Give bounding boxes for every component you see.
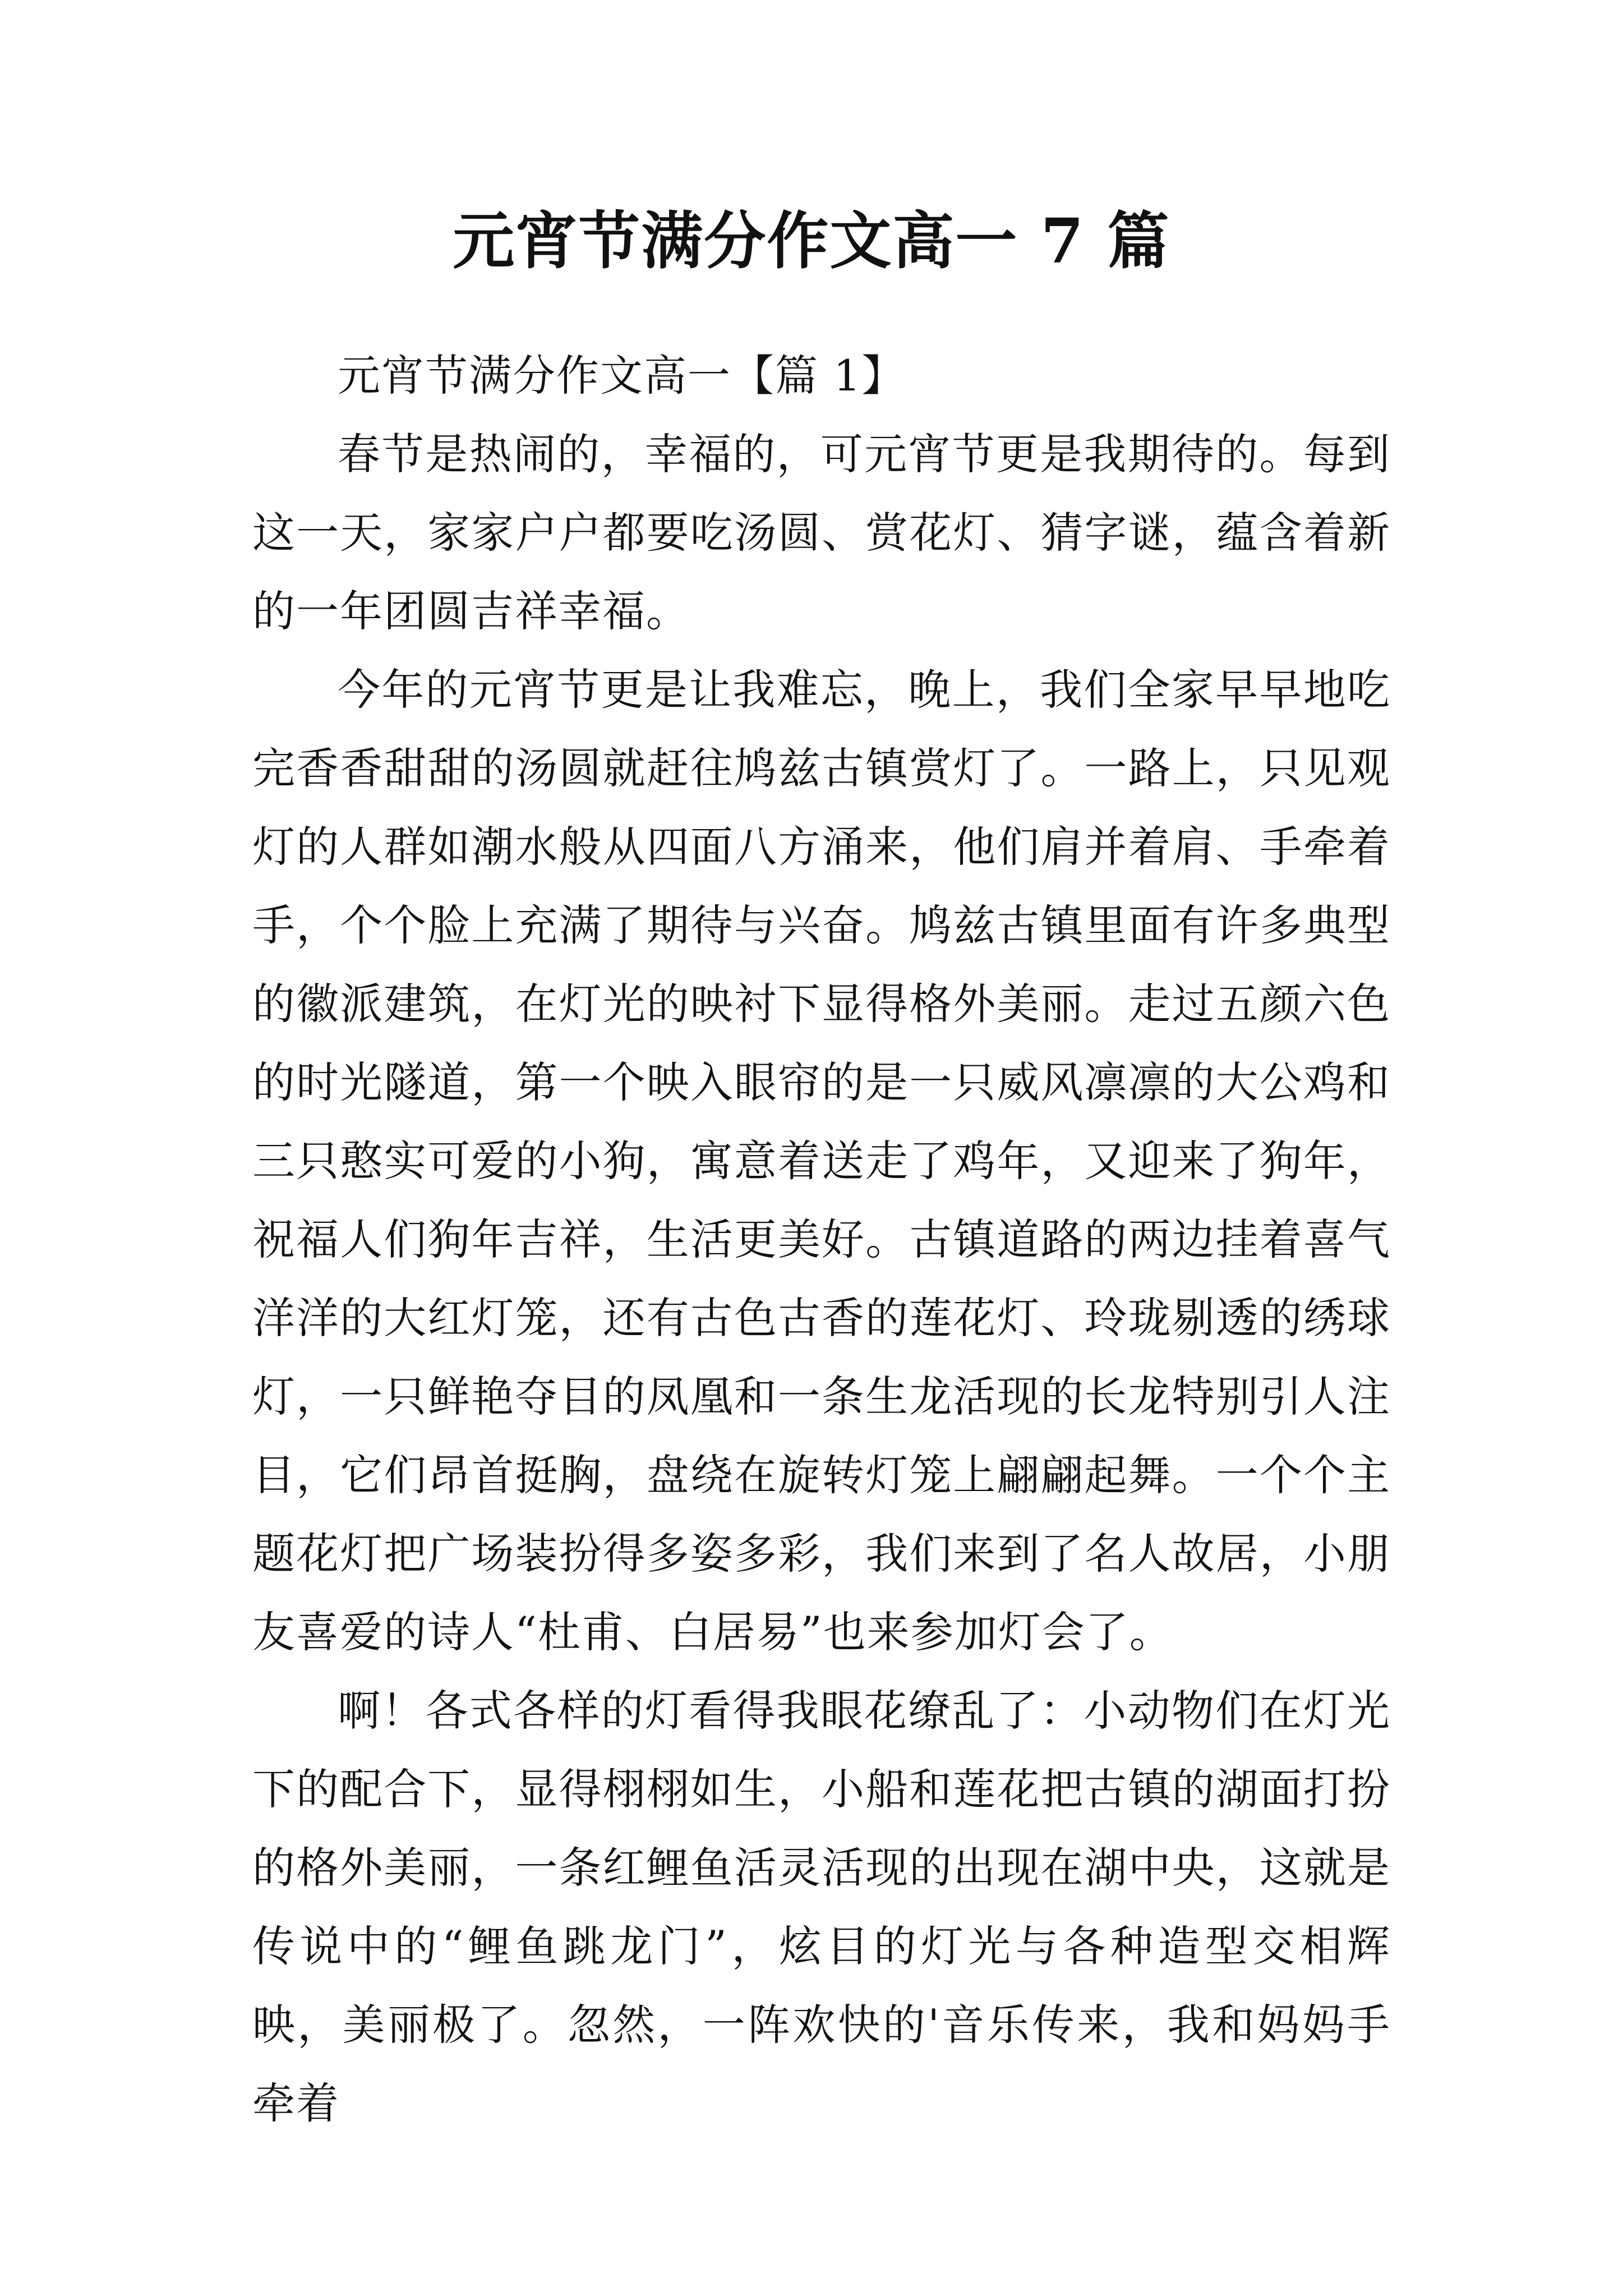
document-body (252, 337, 1391, 2143)
document-title: 元宵节满分作文高一 7 篇 (453, 205, 1170, 277)
paragraph-1: 春节是热闹的，幸福的，可元宵节更是我期待的。每到这一天，家家户户都要吃汤圆、赏花灯、猜字谜，蕴含着新的一年团圆吉祥幸福。 (252, 429, 1391, 636)
section-heading: 元宵节满分作文高一【篇 1】 (338, 351, 906, 401)
paragraph-2: 今年的元宵节更是让我难忘，晚上，我们全家早早地吃完香香甜甜的汤圆就赶往鸠兹古镇赏灯了。一路上，只见观灯的人群如潮水般从四面八方涌来，他们肩并着肩、手牵着手，个个脸上充满了期待与兴奋。鸠兹古镇里面有许多典型的徽派建筑，在灯光的映衬下显得格外美丽。走过五颜六色的时光隧道，第一个映入眼帘的是一只威风凛凛的大公鸡和三只憨实可爱的小狗，寓意着送走了鸡年，又迎来了狗年，祝福人们狗年吉祥，生活更美好。古镇道路的两边挂着喜气洋洋的大红灯笼，还有古色古香的莲花灯、玲珑剔透的绣球灯，一只鲜艳夺目的凤凰和一条生龙活现的长龙特别引人注目，它们昂首挺胸，盘绕在旋转灯笼上翩翩起舞。一个个主题花灯把广场装扮得多姿多彩，我们来到了名人故居，小朋友喜爱的诗人“杜甫、白居易”也来参加灯会了。 (252, 665, 1391, 1657)
paragraph-3: 啊！各式各样的灯看得我眼花缭乱了：小动物们在灯光下的配合下，显得栩栩如生，小船和莲花把古镇的湖面打扮的格外美丽，一条红鲤鱼活灵活现的出现在湖中央，这就是传说中的“鲤鱼跳龙门”，炫目的灯光与各种造型交相辉映，美丽极了。忽然，一阵欢快的'音乐传来，我和妈妈手牵着 (252, 1686, 1391, 2128)
